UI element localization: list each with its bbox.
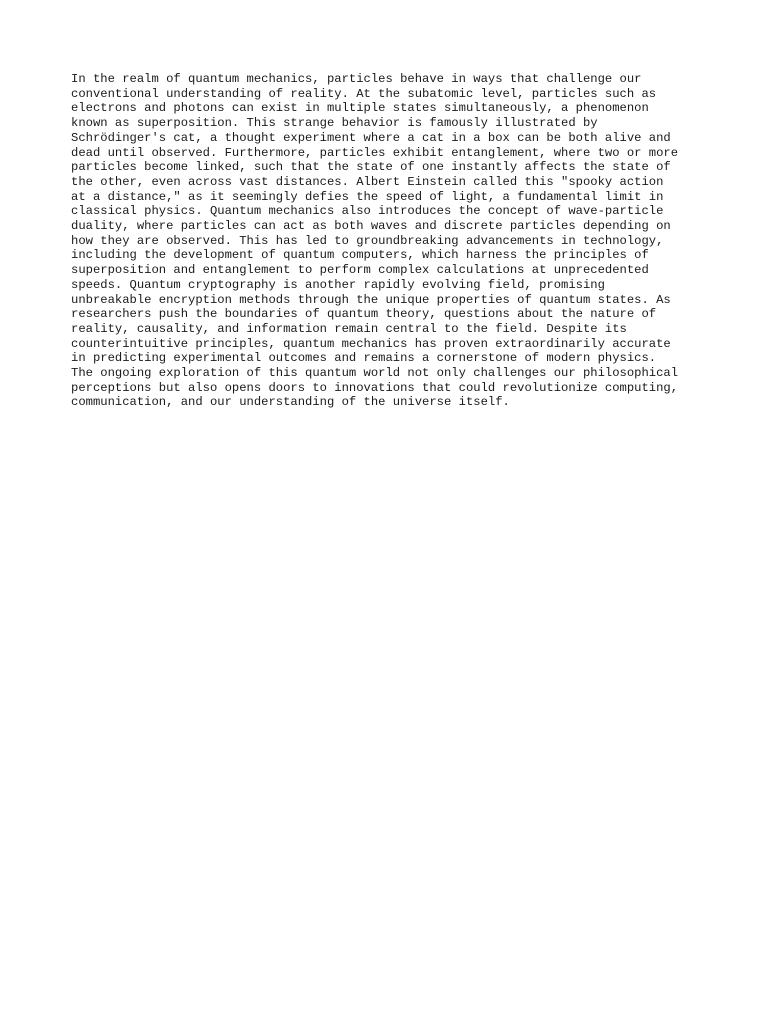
paragraph-line: particles become linked, such that the state of one instantly affects the state of: [71, 160, 671, 175]
paragraph-line: in predicting experimental outcomes and remains a cornerstone of modern physics.: [71, 351, 657, 366]
paragraph-line: electrons and photons can exist in multiple states simultaneously, a phenomenon: [71, 101, 649, 116]
paragraph-line: researchers push the boundaries of quantum theory, questions about the nature of: [71, 307, 657, 322]
paragraph-line: known as superposition. This strange behavior is famously illustrated by: [71, 116, 598, 131]
body-paragraph: [71, 72, 711, 410]
paragraph-line: how they are observed. This has led to groundbreaking advancements in technology,: [71, 233, 664, 248]
paragraph-line: duality, where particles can act as both waves and discrete particles depending on: [71, 219, 671, 234]
paragraph-line: speeds. Quantum cryptography is another rapidly evolving field, promising: [71, 277, 605, 292]
paragraph-line: unbreakable encryption methods through the unique properties of quantum states. As: [71, 292, 671, 307]
paragraph-line: counterintuitive principles, quantum mechanics has proven extraordinarily accurate: [71, 336, 671, 351]
paragraph-line: In the realm of quantum mechanics, particles behave in ways that challenge our: [71, 72, 642, 86]
paragraph-line: classical physics. Quantum mechanics also introduces the concept of wave-particle: [71, 204, 664, 219]
paragraph-line: communication, and our understanding of the universe itself.: [71, 395, 510, 410]
paragraph-line: reality, causality, and information remain central to the field. Despite its: [71, 321, 627, 336]
paragraph-line: superposition and entanglement to perform complex calculations at unprecedented: [71, 263, 649, 278]
paragraph-line: conventional understanding of reality. At the subatomic level, particles such as: [71, 86, 657, 101]
paragraph-line: the other, even across vast distances. Albert Einstein called this "spooky action: [71, 174, 664, 189]
paragraph-line: Schrödinger's cat, a thought experiment where a cat in a box can be both alive and: [71, 130, 671, 145]
paragraph-line: including the development of quantum computers, which harness the principles of: [71, 248, 649, 263]
paragraph-line: The ongoing exploration of this quantum world not only challenges our philosophical: [71, 366, 679, 381]
paragraph-line: dead until observed. Furthermore, particles exhibit entanglement, where two or more: [71, 145, 679, 160]
paragraph-line: at a distance," as it seemingly defies the speed of light, a fundamental limit in: [71, 189, 664, 204]
paragraph-line: perceptions but also opens doors to innovations that could revolutionize computing,: [71, 380, 679, 395]
